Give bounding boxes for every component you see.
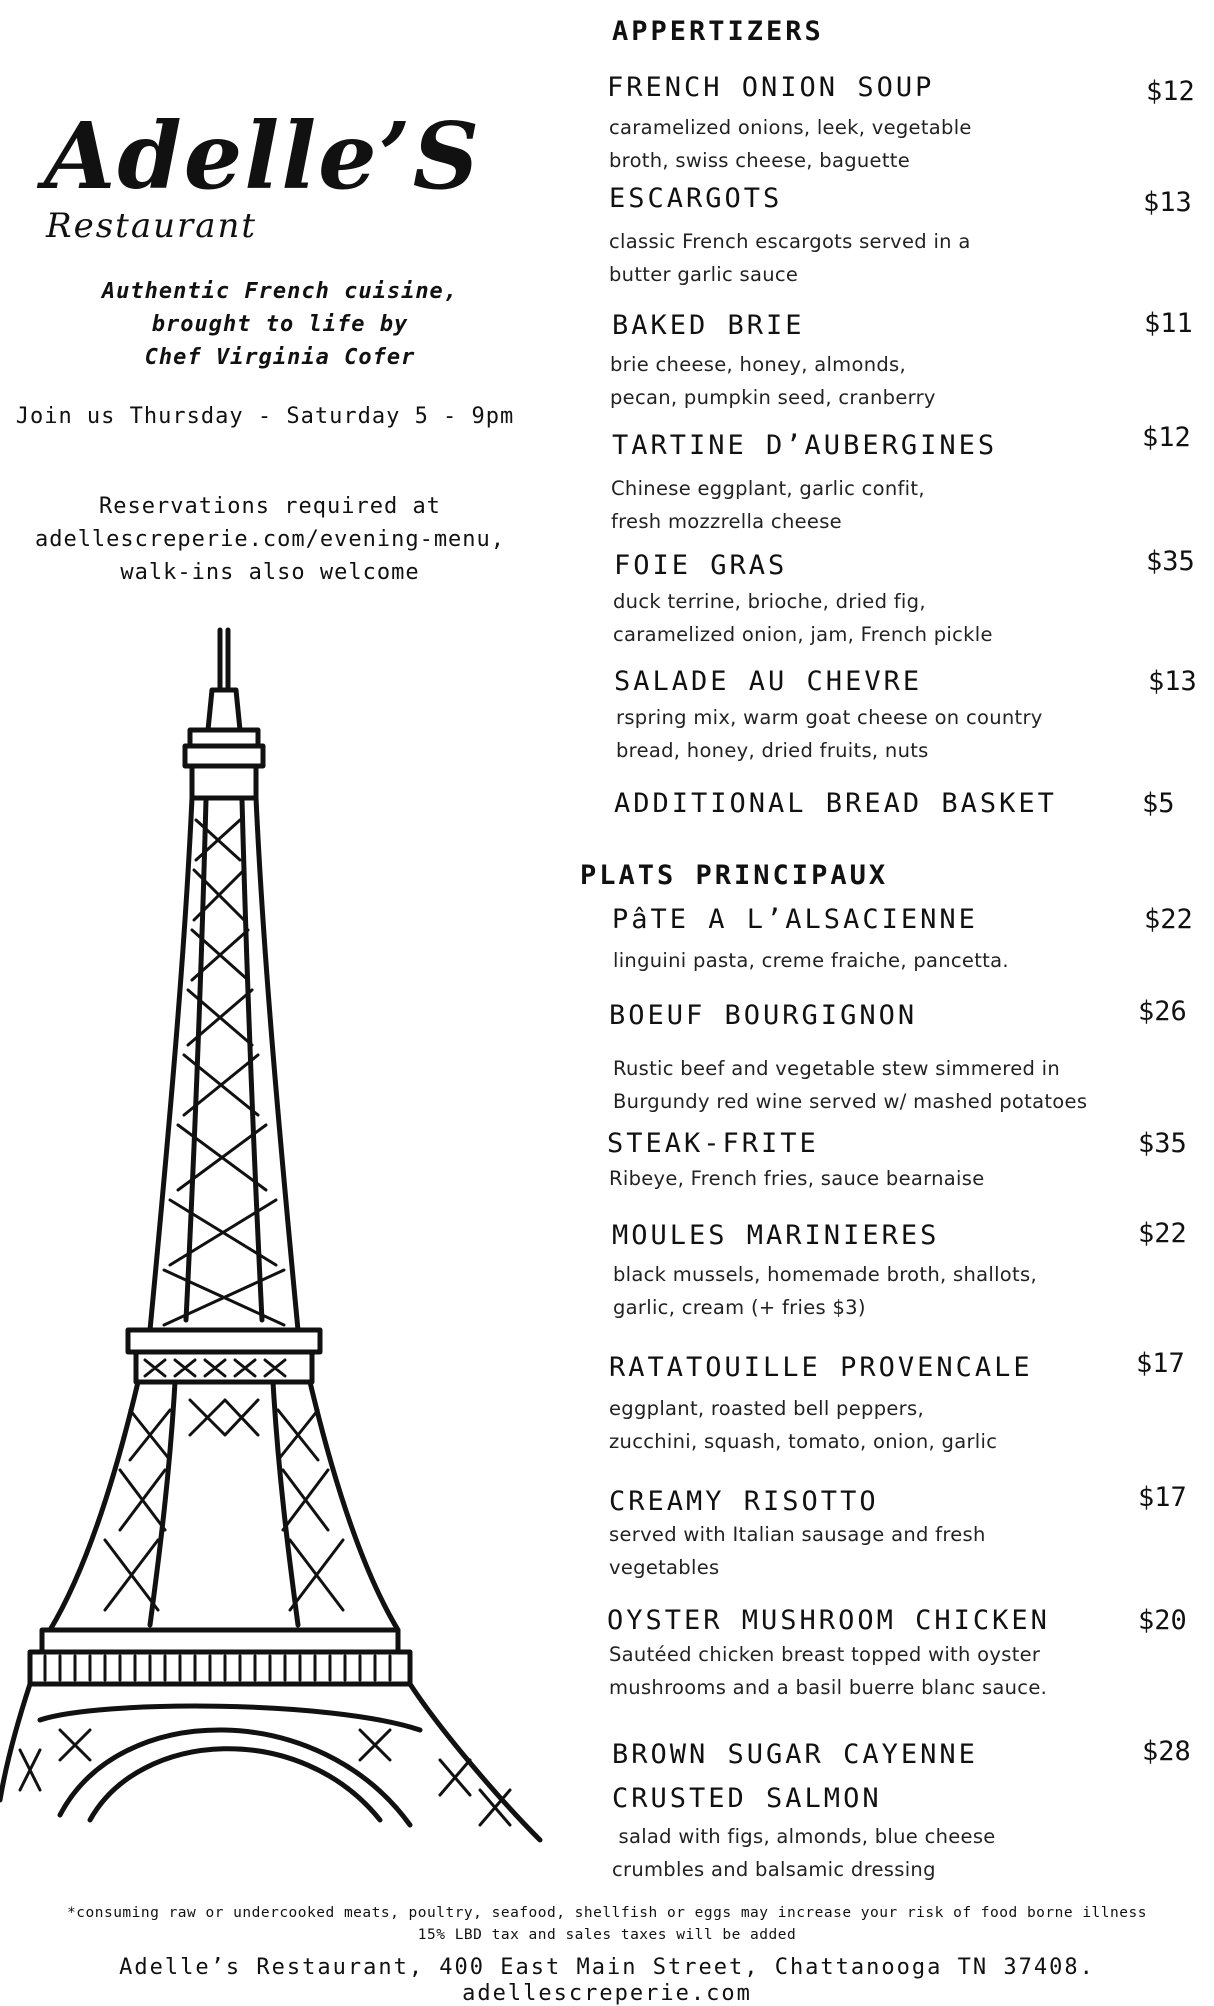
menu-item-description — [610, 348, 936, 414]
description-line: Burgundy red wine served w/ mashed potatoes — [613, 1090, 1088, 1113]
menu-item-description — [609, 1392, 997, 1458]
description-line: garlic, cream (+ fries $3) — [613, 1296, 866, 1319]
section-title-mains: PLATS PRINCIPAUX — [580, 860, 889, 891]
reservation-line: Reservations required at — [99, 494, 441, 519]
description-line: caramelized onions, leek, vegetable — [609, 116, 972, 139]
menu-item-price: $20 — [1138, 1605, 1187, 1636]
description-line: Rustic beef and vegetable stew simmered in — [613, 1057, 1061, 1080]
menu-item-description — [609, 111, 972, 177]
description-line: eggplant, roasted bell peppers, — [609, 1397, 924, 1420]
tax-notice: 15% LBD tax and sales taxes will be added — [417, 1927, 797, 1943]
menu-item-description — [613, 1258, 1037, 1324]
description-line: classic French escargots served in a — [609, 230, 971, 253]
menu-item-name — [612, 1733, 978, 1821]
menu-item-name: OYSTER MUSHROOM CHICKEN — [607, 1605, 1050, 1636]
tagline-line: Authentic French cuisine, — [101, 279, 459, 304]
menu-item-name: PâTE A L’ALSACIENNE — [612, 904, 978, 935]
menu-item-name: CREAMY RISOTTO — [609, 1486, 879, 1517]
menu-item-description — [612, 1820, 996, 1886]
restaurant-logo-subtitle: Restaurant — [46, 206, 258, 246]
menu-item-name: FOIE GRAS — [614, 550, 788, 581]
menu-item-price: $22 — [1144, 904, 1193, 935]
description-line: Sautéed chicken breast topped with oyster — [609, 1643, 1041, 1666]
description-line: duck terrine, brioche, dried fig, — [613, 590, 926, 613]
menu-item-name: BAKED BRIE — [612, 310, 805, 341]
eiffel-tower-icon — [0, 620, 560, 1850]
tagline-line: brought to life by — [151, 312, 409, 337]
description-line: mushrooms and a basil buerre blanc sauce. — [609, 1676, 1048, 1699]
menu-item-price: $35 — [1138, 1128, 1187, 1159]
menu-item-name: ESCARGOTS — [609, 183, 783, 214]
menu-item-price: $17 — [1136, 1348, 1185, 1379]
description-line: bread, honey, dried fruits, nuts — [616, 739, 929, 762]
reservation-line: walk-ins also welcome — [120, 560, 420, 585]
menu-item-price: $28 — [1142, 1736, 1191, 1767]
description-line: Chinese eggplant, garlic confit, — [611, 477, 925, 500]
description-line: vegetables — [609, 1556, 720, 1579]
description-line: crumbles and balsamic dressing — [612, 1858, 936, 1881]
menu-item-name: STEAK-FRITE — [607, 1128, 819, 1159]
menu-item-description — [616, 701, 1043, 767]
menu-item-name: BOEUF BOURGIGNON — [609, 1000, 918, 1031]
reservation-info — [0, 490, 540, 589]
menu-item-price: $13 — [1143, 187, 1192, 218]
menu-item-price: $11 — [1144, 308, 1193, 339]
menu-item-price: $12 — [1146, 76, 1195, 107]
description-line: salad with figs, almonds, blue cheese — [612, 1825, 996, 1848]
menu-item-name: RATATOUILLE PROVENCALE — [609, 1352, 1033, 1383]
restaurant-logo-name: Adelle’S — [44, 102, 482, 210]
menu-item-price: $26 — [1138, 996, 1187, 1027]
description-line: Ribeye, French fries, sauce bearnaise — [609, 1167, 985, 1190]
tagline — [0, 275, 560, 374]
menu-item-price: $22 — [1138, 1218, 1187, 1249]
menu-item-description — [613, 944, 1009, 977]
reservation-line[interactable]: adellescreperie.com/evening-menu, — [34, 527, 506, 552]
description-line: brie cheese, honey, almonds, — [610, 353, 907, 376]
menu-item-name: MOULES MARINIERES — [612, 1220, 940, 1251]
description-line: black mussels, homemade broth, shallots, — [613, 1263, 1037, 1286]
menu-item-name: FRENCH ONION SOUP — [607, 72, 935, 103]
description-line: caramelized onion, jam, French pickle — [613, 623, 993, 646]
menu-item-description — [609, 1638, 1047, 1704]
restaurant-address: Adelle’s Restaurant, 400 East Main Street, Chattanooga TN 37408. — [119, 1955, 1095, 1980]
menu-item-price: $13 — [1148, 666, 1197, 697]
menu-item-description — [609, 1518, 986, 1584]
description-line: rspring mix, warm goat cheese on country — [616, 706, 1043, 729]
description-line: fresh mozzrella cheese — [611, 510, 842, 533]
menu-item-description — [613, 585, 993, 651]
description-line: pecan, pumpkin seed, cranberry — [610, 386, 936, 409]
section-title-appetizers: APPERTIZERS — [612, 16, 824, 47]
food-safety-notice — [0, 1902, 1214, 1946]
description-line: zucchini, squash, tomato, onion, garlic — [609, 1430, 998, 1453]
restaurant-website[interactable]: adellescreperie.com — [462, 1981, 752, 2006]
menu-item-name: SALADE AU CHEVRE — [614, 666, 923, 697]
description-line: linguini pasta, creme fraiche, pancetta. — [613, 949, 1009, 972]
description-line: broth, swiss cheese, baguette — [609, 149, 911, 172]
menu-item-description — [609, 1162, 985, 1195]
menu-item-name-line: CRUSTED SALMON — [612, 1783, 882, 1814]
description-line: butter garlic sauce — [609, 263, 799, 286]
menu-item-name-line: BROWN SUGAR CAYENNE — [612, 1739, 978, 1770]
menu-item-price: $35 — [1146, 546, 1195, 577]
menu-item-name: TARTINE D’AUBERGINES — [612, 430, 998, 461]
menu-item-price: $5 — [1142, 788, 1175, 819]
description-line: served with Italian sausage and fresh — [609, 1523, 986, 1546]
menu-item-price: $12 — [1142, 422, 1191, 453]
menu-item-name: ADDITIONAL BREAD BASKET — [614, 788, 1057, 819]
menu-item-description — [609, 225, 971, 291]
menu-item-description — [613, 1052, 1087, 1118]
tagline-line: Chef Virginia Cofer — [144, 345, 416, 370]
opening-hours: Join us Thursday - Saturday 5 - 9pm — [15, 404, 515, 429]
menu-item-price: $17 — [1138, 1482, 1187, 1513]
menu-item-description — [611, 472, 925, 538]
food-safety-warning: *consuming raw or undercooked meats, poultry, seafood, shellfish or eggs may increase your risk of food borne illness — [67, 1905, 1147, 1921]
